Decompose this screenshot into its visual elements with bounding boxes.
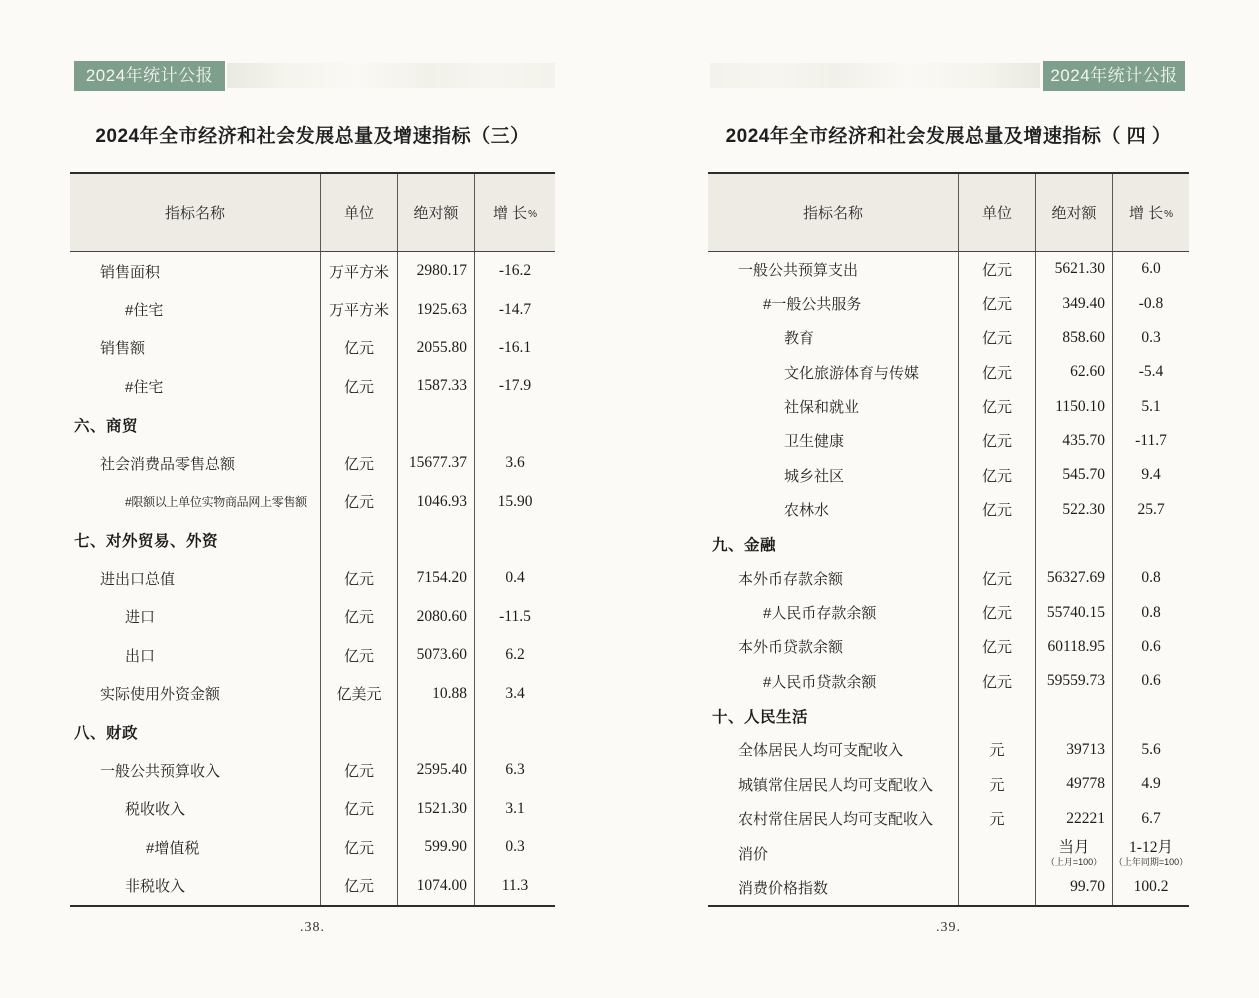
header-absolute-value: 绝对额 bbox=[1036, 174, 1113, 251]
absolute-value-cell bbox=[398, 636, 475, 674]
absolute-value-note: （上月=100） bbox=[1045, 856, 1103, 867]
growth-rate: -11.5 bbox=[499, 607, 531, 625]
growth-rate: -5.4 bbox=[1138, 363, 1164, 381]
table-row bbox=[708, 664, 1189, 698]
absolute-value: 49778 bbox=[1066, 775, 1105, 793]
absolute-value-cell bbox=[1036, 698, 1113, 732]
growth-rate: 11.3 bbox=[501, 876, 529, 894]
indicator-name-cell: 全体居民人均可支配收入 bbox=[708, 733, 959, 767]
absolute-value: 56327.69 bbox=[1046, 569, 1105, 587]
growth-rate-cell bbox=[475, 252, 555, 290]
table-body bbox=[70, 252, 555, 905]
growth-rate-cell bbox=[475, 866, 555, 904]
growth-rate: 3.1 bbox=[505, 799, 525, 817]
growth-rate-cell bbox=[1113, 836, 1189, 870]
growth-rate-cell bbox=[1113, 870, 1189, 904]
growth-rate-cell bbox=[1113, 630, 1189, 664]
table-row bbox=[70, 598, 555, 636]
indicator-name-cell: 文化旅游体育与传媒 bbox=[708, 355, 959, 389]
growth-rate: 25.7 bbox=[1137, 500, 1165, 518]
absolute-value-cell bbox=[1036, 424, 1113, 458]
unit-cell: 亿元 bbox=[959, 286, 1036, 320]
absolute-value-cell bbox=[1036, 252, 1113, 286]
indicator-table-4 bbox=[708, 172, 1189, 907]
unit-cell: 亿美元 bbox=[321, 674, 398, 712]
unit-cell bbox=[959, 870, 1036, 904]
table-row bbox=[70, 482, 555, 520]
indicator-name-cell: 非税收入 bbox=[70, 866, 321, 904]
growth-rate-cell bbox=[475, 290, 555, 328]
indicator-name-cell: 社会消费品零售总额 bbox=[70, 444, 321, 482]
growth-rate: -0.8 bbox=[1138, 294, 1164, 312]
table-row bbox=[708, 252, 1189, 286]
growth-rate-cell bbox=[475, 329, 555, 367]
page-number: .39. bbox=[936, 920, 961, 935]
indicator-name-cell: 税收收入 bbox=[70, 789, 321, 827]
indicator-name-cell: 十、人民生活 bbox=[708, 698, 959, 732]
indicator-name-cell: #增值税 bbox=[70, 828, 321, 866]
table-row bbox=[708, 389, 1189, 423]
absolute-value: 99.70 bbox=[1070, 878, 1105, 896]
indicator-name-cell: 八、财政 bbox=[70, 713, 321, 751]
absolute-value-cell bbox=[398, 713, 475, 751]
indicator-name-cell: 销售面积 bbox=[70, 252, 321, 290]
header-indicator-name: 指标名称 bbox=[708, 174, 959, 251]
absolute-value-cell bbox=[398, 406, 475, 444]
header-decoration-strip bbox=[227, 63, 555, 88]
table-row bbox=[70, 789, 555, 827]
growth-rate: 0.6 bbox=[1141, 638, 1161, 656]
growth-rate-cell bbox=[475, 789, 555, 827]
growth-rate-cell bbox=[1113, 802, 1189, 836]
growth-rate: 6.0 bbox=[1141, 260, 1161, 278]
unit-cell: 亿元 bbox=[959, 458, 1036, 492]
indicator-name-cell: 一般公共预算支出 bbox=[708, 252, 959, 286]
unit-cell: 亿元 bbox=[321, 598, 398, 636]
unit-cell: 亿元 bbox=[321, 751, 398, 789]
indicator-name-cell: 城乡社区 bbox=[708, 458, 959, 492]
indicator-name-cell: #住宅 bbox=[70, 290, 321, 328]
table-row bbox=[708, 492, 1189, 526]
indicator-name-cell: 进出口总值 bbox=[70, 559, 321, 597]
unit-cell: 元 bbox=[959, 767, 1036, 801]
unit-cell: 亿元 bbox=[959, 355, 1036, 389]
header-decoration-strip bbox=[710, 63, 1040, 88]
unit-cell: 亿元 bbox=[959, 492, 1036, 526]
absolute-value-cell bbox=[1036, 836, 1113, 870]
absolute-value-cell bbox=[1036, 664, 1113, 698]
absolute-value: 522.30 bbox=[1062, 500, 1105, 518]
absolute-value-cell bbox=[398, 290, 475, 328]
table-row bbox=[70, 521, 555, 559]
absolute-value-cell bbox=[1036, 355, 1113, 389]
table-title: 2024年全市经济和社会发展总量及增速指标（ 四 ） bbox=[725, 126, 1172, 147]
unit-cell: 亿元 bbox=[321, 367, 398, 405]
page-number: .38. bbox=[300, 920, 325, 935]
growth-rate-cell bbox=[475, 521, 555, 559]
indicator-name-cell: 九、金融 bbox=[708, 527, 959, 561]
table-row bbox=[708, 424, 1189, 458]
absolute-value: 1046.93 bbox=[416, 492, 467, 510]
indicator-name-cell: 一般公共预算收入 bbox=[70, 751, 321, 789]
growth-rate-cell bbox=[475, 406, 555, 444]
table-row bbox=[708, 355, 1189, 389]
unit-cell: 亿元 bbox=[321, 444, 398, 482]
growth-rate: -14.7 bbox=[498, 300, 532, 318]
absolute-value-cell bbox=[398, 444, 475, 482]
unit-cell: 万平方米 bbox=[321, 290, 398, 328]
absolute-value-cell bbox=[1036, 767, 1113, 801]
unit-cell: 亿元 bbox=[321, 559, 398, 597]
absolute-value-cell bbox=[398, 674, 475, 712]
growth-rate-cell bbox=[475, 482, 555, 520]
indicator-name-cell: 消价 bbox=[708, 836, 959, 870]
absolute-value-cell bbox=[1036, 561, 1113, 595]
growth-rate: 100.2 bbox=[1133, 878, 1169, 896]
absolute-value-cell bbox=[398, 828, 475, 866]
absolute-value: 1521.30 bbox=[416, 799, 467, 817]
indicator-name-cell: 社保和就业 bbox=[708, 389, 959, 423]
absolute-value-cell bbox=[398, 482, 475, 520]
growth-rate: 0.8 bbox=[1141, 569, 1161, 587]
unit-cell: 亿元 bbox=[321, 789, 398, 827]
growth-rate: 5.6 bbox=[1141, 741, 1161, 759]
unit-cell: 万平方米 bbox=[321, 252, 398, 290]
growth-rate-cell bbox=[1113, 698, 1189, 732]
indicator-name-cell: 本外币贷款余额 bbox=[708, 630, 959, 664]
growth-rate-cell bbox=[1113, 458, 1189, 492]
table-header-row bbox=[70, 174, 555, 252]
table-row bbox=[70, 367, 555, 405]
absolute-value: 7154.20 bbox=[416, 569, 467, 587]
absolute-value: 1150.10 bbox=[1055, 397, 1105, 415]
table-row bbox=[708, 286, 1189, 320]
growth-rate: 6.3 bbox=[505, 761, 525, 779]
percent-sign: % bbox=[528, 209, 538, 220]
absolute-value: 545.70 bbox=[1062, 466, 1105, 484]
indicator-name-cell: 农村常住居民人均可支配收入 bbox=[708, 802, 959, 836]
table-row bbox=[70, 406, 555, 444]
growth-rate-cell bbox=[1113, 595, 1189, 629]
header-indicator-name: 指标名称 bbox=[70, 174, 321, 251]
indicator-name-cell: #一般公共服务 bbox=[708, 286, 959, 320]
growth-rate-cell bbox=[1113, 389, 1189, 423]
growth-label: 增 长 bbox=[1128, 205, 1164, 222]
growth-rate: 0.8 bbox=[1141, 603, 1161, 621]
growth-rate-cell bbox=[1113, 492, 1189, 526]
table-row bbox=[70, 290, 555, 328]
table-row bbox=[708, 802, 1189, 836]
table-row bbox=[70, 636, 555, 674]
growth-label: 增 长 bbox=[492, 205, 528, 222]
unit-cell: 亿元 bbox=[321, 636, 398, 674]
absolute-value: 10.88 bbox=[432, 684, 467, 702]
unit-cell: 亿元 bbox=[959, 389, 1036, 423]
table-row bbox=[70, 713, 555, 751]
table-row bbox=[708, 836, 1189, 870]
table-row bbox=[708, 767, 1189, 801]
growth-rate: 3.4 bbox=[505, 684, 525, 702]
growth-rate: 5.1 bbox=[1141, 397, 1161, 415]
growth-rate: 9.4 bbox=[1141, 466, 1161, 484]
table-row bbox=[70, 559, 555, 597]
absolute-value-cell bbox=[398, 252, 475, 290]
indicator-name-cell: 教育 bbox=[708, 321, 959, 355]
unit-cell: 元 bbox=[959, 733, 1036, 767]
growth-rate-cell bbox=[1113, 321, 1189, 355]
unit-cell: 亿元 bbox=[959, 321, 1036, 355]
unit-cell: 亿元 bbox=[959, 424, 1036, 458]
unit-cell: 亿元 bbox=[321, 828, 398, 866]
growth-rate: 6.2 bbox=[505, 646, 525, 664]
indicator-name-cell: 七、对外贸易、外资 bbox=[70, 521, 321, 559]
bulletin-badge: 2024年统计公报 bbox=[1043, 61, 1185, 91]
indicator-name-cell: 实际使用外资金额 bbox=[70, 674, 321, 712]
indicator-name-cell: 进口 bbox=[70, 598, 321, 636]
indicator-name-cell: 销售额 bbox=[70, 329, 321, 367]
growth-rate-cell bbox=[475, 674, 555, 712]
indicator-table-3 bbox=[70, 172, 555, 907]
absolute-value-cell bbox=[1036, 492, 1113, 526]
growth-rate-cell bbox=[475, 828, 555, 866]
table-row bbox=[708, 458, 1189, 492]
absolute-value-cell bbox=[398, 789, 475, 827]
unit-cell: 亿元 bbox=[959, 252, 1036, 286]
absolute-value: 62.60 bbox=[1070, 363, 1105, 381]
table-row bbox=[708, 321, 1189, 355]
growth-rate: -16.1 bbox=[498, 339, 532, 357]
unit-cell: 亿元 bbox=[959, 630, 1036, 664]
table-row bbox=[708, 561, 1189, 595]
absolute-value-cell bbox=[1036, 870, 1113, 904]
unit-cell: 元 bbox=[959, 802, 1036, 836]
absolute-value: 2595.40 bbox=[416, 761, 467, 779]
table-row bbox=[708, 698, 1189, 732]
growth-rate: 0.4 bbox=[505, 569, 525, 587]
growth-rate-cell bbox=[1113, 355, 1189, 389]
absolute-value-cell bbox=[1036, 630, 1113, 664]
table-row bbox=[708, 630, 1189, 664]
indicator-name-cell: 本外币存款余额 bbox=[708, 561, 959, 595]
absolute-value: 2080.60 bbox=[416, 607, 467, 625]
table-row bbox=[708, 527, 1189, 561]
header-absolute-value: 绝对额 bbox=[398, 174, 475, 251]
table-row bbox=[70, 751, 555, 789]
percent-sign: % bbox=[1164, 209, 1174, 220]
indicator-name-cell: 六、商贸 bbox=[70, 406, 321, 444]
indicator-name-cell: #住宅 bbox=[70, 367, 321, 405]
unit-cell: 亿元 bbox=[321, 329, 398, 367]
absolute-value-cell bbox=[398, 367, 475, 405]
growth-rate-cell bbox=[1113, 733, 1189, 767]
table-row bbox=[708, 595, 1189, 629]
growth-rate-cell bbox=[475, 444, 555, 482]
table-row bbox=[70, 329, 555, 367]
absolute-value-cell bbox=[1036, 733, 1113, 767]
table-body bbox=[708, 252, 1189, 905]
table-row bbox=[70, 444, 555, 482]
absolute-value: 435.70 bbox=[1062, 431, 1105, 449]
unit-cell: 亿元 bbox=[959, 561, 1036, 595]
absolute-value-cell bbox=[398, 329, 475, 367]
header-unit: 单位 bbox=[321, 174, 398, 251]
growth-rate-cell bbox=[1113, 561, 1189, 595]
absolute-value: 39713 bbox=[1066, 741, 1105, 759]
table-title: 2024年全市经济和社会发展总量及增速指标（三） bbox=[95, 126, 530, 147]
table-row bbox=[708, 733, 1189, 767]
growth-rate-note: （上年同期=100） bbox=[1113, 856, 1189, 867]
growth-rate-cell bbox=[475, 598, 555, 636]
unit-cell bbox=[321, 406, 398, 444]
unit-cell bbox=[959, 698, 1036, 732]
absolute-value: 15677.37 bbox=[408, 454, 467, 472]
growth-rate-cell bbox=[475, 751, 555, 789]
absolute-value: 858.60 bbox=[1062, 328, 1105, 346]
header-growth-rate bbox=[1113, 174, 1189, 251]
growth-rate-cell bbox=[475, 367, 555, 405]
absolute-value-cell bbox=[1036, 458, 1113, 492]
indicator-name-cell: #人民币贷款余额 bbox=[708, 664, 959, 698]
absolute-value-cell bbox=[1036, 389, 1113, 423]
absolute-value-cell bbox=[398, 559, 475, 597]
absolute-value: 1074.00 bbox=[416, 876, 467, 894]
table-row bbox=[70, 252, 555, 290]
absolute-value: 1587.33 bbox=[416, 377, 467, 395]
growth-rate: 3.6 bbox=[505, 454, 525, 472]
absolute-value: 60118.95 bbox=[1047, 638, 1105, 656]
indicator-name-cell: #人民币存款余额 bbox=[708, 595, 959, 629]
unit-cell bbox=[321, 521, 398, 559]
growth-rate: 6.7 bbox=[1141, 809, 1161, 827]
growth-rate: -17.9 bbox=[498, 377, 532, 395]
bulletin-badge: 2024年统计公报 bbox=[74, 61, 225, 91]
unit-cell bbox=[959, 836, 1036, 870]
growth-rate-cell bbox=[1113, 664, 1189, 698]
absolute-value-cell bbox=[398, 598, 475, 636]
absolute-value-cell bbox=[398, 751, 475, 789]
absolute-value: 59559.73 bbox=[1046, 672, 1105, 690]
unit-cell bbox=[321, 713, 398, 751]
absolute-value: 22221 bbox=[1066, 809, 1105, 827]
absolute-value: 当月 bbox=[1058, 838, 1090, 856]
absolute-value-cell bbox=[1036, 527, 1113, 561]
growth-rate-cell bbox=[1113, 527, 1189, 561]
absolute-value: 2055.80 bbox=[416, 339, 467, 357]
indicator-name-cell: 出口 bbox=[70, 636, 321, 674]
absolute-value: 5621.30 bbox=[1054, 260, 1105, 278]
growth-rate: 0.6 bbox=[1141, 672, 1161, 690]
growth-rate-cell bbox=[1113, 286, 1189, 320]
growth-rate: 0.3 bbox=[1141, 328, 1161, 346]
table-row bbox=[708, 870, 1189, 904]
growth-rate-cell bbox=[1113, 767, 1189, 801]
table-row bbox=[70, 866, 555, 904]
indicator-name-cell: 卫生健康 bbox=[708, 424, 959, 458]
absolute-value-cell bbox=[1036, 802, 1113, 836]
absolute-value-cell bbox=[398, 521, 475, 559]
absolute-value: 599.90 bbox=[424, 838, 467, 856]
growth-rate-cell bbox=[475, 636, 555, 674]
indicator-name-cell: #限额以上单位实物商品网上零售额 bbox=[70, 482, 321, 520]
indicator-name-cell: 消费价格指数 bbox=[708, 870, 959, 904]
absolute-value: 5073.60 bbox=[416, 646, 467, 664]
growth-rate: 0.3 bbox=[505, 838, 525, 856]
growth-rate: -16.2 bbox=[498, 262, 532, 280]
growth-rate-cell bbox=[1113, 252, 1189, 286]
unit-cell: 亿元 bbox=[321, 482, 398, 520]
unit-cell: 亿元 bbox=[321, 866, 398, 904]
absolute-value: 1925.63 bbox=[416, 300, 467, 318]
unit-cell: 亿元 bbox=[959, 595, 1036, 629]
growth-rate: 1-12月 bbox=[1129, 838, 1173, 856]
header-growth-rate bbox=[475, 174, 555, 251]
growth-rate-cell bbox=[1113, 424, 1189, 458]
absolute-value: 55740.15 bbox=[1046, 603, 1105, 621]
indicator-name-cell: 农林水 bbox=[708, 492, 959, 526]
unit-cell: 亿元 bbox=[959, 664, 1036, 698]
absolute-value-cell bbox=[1036, 286, 1113, 320]
table-row bbox=[70, 674, 555, 712]
table-header-row bbox=[708, 174, 1189, 252]
absolute-value-cell bbox=[1036, 595, 1113, 629]
header-unit: 单位 bbox=[959, 174, 1036, 251]
growth-rate-cell bbox=[475, 559, 555, 597]
growth-rate: 15.90 bbox=[497, 492, 533, 510]
unit-cell bbox=[959, 527, 1036, 561]
growth-rate: 4.9 bbox=[1141, 775, 1161, 793]
absolute-value: 2980.17 bbox=[416, 262, 467, 280]
indicator-name-cell: 城镇常住居民人均可支配收入 bbox=[708, 767, 959, 801]
absolute-value-cell bbox=[1036, 321, 1113, 355]
absolute-value-cell bbox=[398, 866, 475, 904]
absolute-value: 349.40 bbox=[1062, 294, 1105, 312]
growth-rate-cell bbox=[475, 713, 555, 751]
table-row bbox=[70, 828, 555, 866]
growth-rate: -11.7 bbox=[1135, 431, 1167, 449]
